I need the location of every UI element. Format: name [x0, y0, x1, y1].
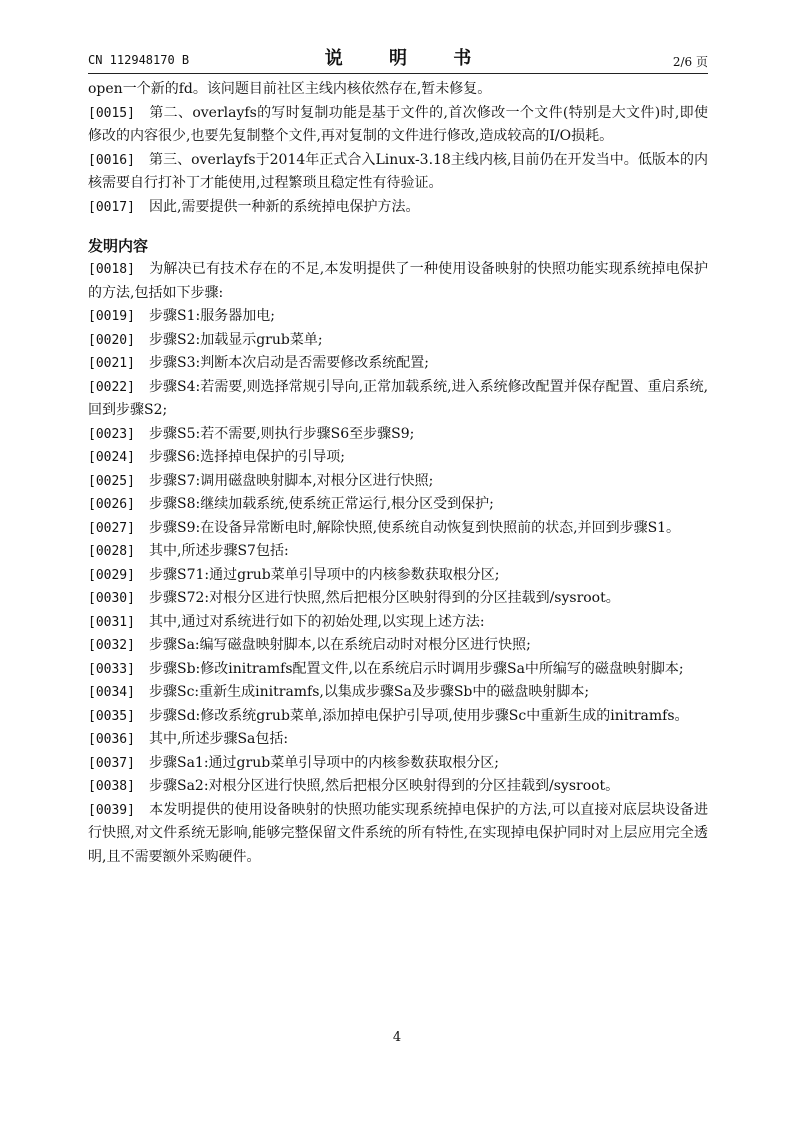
paragraph-number: [0025]: [88, 473, 135, 489]
paragraph: [88, 775, 708, 799]
header-divider: [88, 73, 708, 74]
paragraph-text: 步骤Sa:编写磁盘映射脚本,以在系统启动时对根分区进行快照;: [149, 637, 531, 653]
paragraph: [88, 564, 708, 588]
paragraph-number: [0023]: [88, 426, 135, 442]
paragraph-text: 步骤S71:通过grub菜单引导项中的内核参数获取根分区;: [149, 566, 500, 583]
page-header: [88, 44, 708, 72]
paragraph-text: 其中,通过对系统进行如下的初始处理,以实现上述方法:: [149, 613, 485, 630]
section-heading: 发明内容: [88, 237, 149, 255]
document-title: 说 明 书: [324, 48, 492, 69]
paragraph-text: 步骤Sa1:通过grub菜单引导项中的内核参数获取根分区;: [149, 754, 499, 771]
paragraph-number: [0039]: [88, 802, 135, 818]
paragraph: [88, 705, 708, 729]
paragraph: [88, 376, 708, 423]
paragraph-text: 步骤Sb:修改initramfs配置文件,以在系统启示时调用步骤Sa中所编写的磁盘映射脚本;: [149, 660, 684, 677]
paragraph-text: 步骤S6:选择掉电保护的引导项;: [149, 449, 345, 465]
paragraph-text: 步骤S5:若不需要,则执行步骤S6至步骤S9;: [149, 425, 415, 442]
paragraph-text: 步骤S9:在设备异常断电时,解除快照,使系统自动恢复到快照前的状态,并回到步骤S1。: [149, 519, 681, 536]
paragraph-text: 步骤Sd:修改系统grub菜单,添加掉电保护引导项,使用步骤Sc中重新生成的initramfs。: [149, 707, 689, 724]
paragraph-number: [0031]: [88, 614, 135, 630]
paragraph: [88, 611, 708, 635]
paragraph-number: [0022]: [88, 379, 135, 395]
paragraph: [88, 149, 708, 196]
paragraph-text: 步骤S4:若需要,则选择常规引导向,正常加载系统,进入系统修改配置并保存配置、重启系统,回到步骤S2;: [88, 378, 709, 418]
paragraph: [88, 752, 708, 776]
paragraph-text: 其中,所述步骤Sa包括:: [149, 731, 289, 747]
paragraph-text: 步骤S72:对根分区进行快照,然后把根分区映射得到的分区挂载到/sysroot。: [149, 590, 620, 606]
paragraph: [88, 305, 708, 329]
paragraph-text: 步骤S2:加载显示grub菜单;: [149, 331, 323, 348]
paragraph: [88, 658, 708, 682]
paragraph-number: [0024]: [88, 450, 135, 465]
paragraph-number: [0021]: [88, 356, 135, 371]
paragraph-text: 步骤S7:调用磁盘映射脚本,对根分区进行快照;: [149, 472, 434, 489]
paragraph: [88, 634, 708, 658]
paragraph-text: 因此,需要提供一种新的系统掉电保护方法。: [149, 198, 420, 215]
paragraph-text: 第二、overlayfs的写时复制功能是基于文件的,首次修改一个文件(特别是大文件)时,即使修改的内容很少,也要先复制整个文件,再对复制的文件进行修改,造成较高的I/O损耗。: [88, 104, 708, 144]
paragraph-number: [0032]: [88, 638, 135, 653]
paragraph: [88, 102, 708, 149]
paragraph-number: [0019]: [88, 309, 135, 324]
paragraph-text: 步骤Sc:重新生成initramfs,以集成步骤Sa及步骤Sb中的磁盘映射脚本;: [149, 684, 590, 700]
paragraph: [88, 446, 708, 470]
paragraph-text: 其中,所述步骤S7包括:: [149, 543, 289, 559]
paragraph-number: [0028]: [88, 544, 135, 559]
continuation-text: open一个新的fd。该问题目前社区主线内核依然存在,暂未修复。: [88, 81, 492, 97]
paragraph-number: [0029]: [88, 567, 135, 583]
paragraph: [88, 799, 708, 870]
page-of-total: 2/6 页: [672, 55, 708, 69]
paragraph: [88, 196, 708, 220]
paragraph: [88, 587, 708, 611]
paragraph: [88, 258, 708, 305]
paragraph-number: [0033]: [88, 661, 135, 677]
paragraphs-before: [88, 102, 708, 220]
paragraph: [88, 540, 708, 564]
paragraph-text: 步骤S3:判断本次启动是否需要修改系统配置;: [149, 355, 429, 371]
paragraph-number: [0018]: [88, 262, 135, 277]
paragraph-text: 步骤S1:服务器加电;: [149, 308, 275, 324]
paragraph-number: [0016]: [88, 152, 135, 168]
paragraph-number: [0036]: [88, 732, 135, 747]
paragraph-number: [0037]: [88, 755, 135, 771]
paragraph: [88, 329, 708, 353]
paragraph-text: 步骤S8:继续加载系统,使系统正常运行,根分区受到保护;: [149, 496, 494, 512]
paragraph: [88, 493, 708, 517]
paragraph-number: [0020]: [88, 332, 135, 348]
paragraph-number: [0015]: [88, 105, 135, 121]
paragraph-text: 为解决已有技术存在的不足,本发明提供了一种使用设备映射的快照功能实现系统掉电保护的方法,包括如下步骤:: [88, 261, 708, 301]
paragraph-text: 本发明提供的使用设备映射的快照功能实现系统掉电保护的方法,可以直接对底层块设备进行快照,对文件系统无影响,能够完整保留文件系统的所有特性,在实现掉电保护同时对上层应用完全透明,且不需要额外采购硬件。: [88, 801, 708, 865]
paragraph-number: [0026]: [88, 497, 135, 512]
paragraph-text: 步骤Sa2:对根分区进行快照,然后把根分区映射得到的分区挂载到/sysroot。: [149, 778, 620, 794]
paragraph: [88, 423, 708, 447]
page-number: 4: [392, 1030, 402, 1045]
paragraph-text: 第三、overlayfs于2014年正式合入Linux-3.18主线内核,目前仍在开发当中。低版本的内核需要自行打补丁才能使用,过程繁琐且稳定性有待验证。: [88, 151, 708, 191]
paragraphs-after: [88, 258, 708, 869]
publication-number: CN 112948170 B: [88, 53, 190, 67]
paragraph-number: [0035]: [88, 708, 135, 724]
paragraph-number: [0017]: [88, 199, 135, 215]
paragraph-number: [0027]: [88, 520, 135, 536]
paragraph: [88, 352, 708, 376]
paragraph: [88, 728, 708, 752]
paragraph: [88, 517, 708, 541]
paragraph-number: [0034]: [88, 685, 135, 700]
paragraph: [88, 681, 708, 705]
paragraph: [88, 470, 708, 494]
paragraph-number: [0038]: [88, 779, 135, 794]
paragraph-number: [0030]: [88, 591, 135, 606]
document-body: [88, 78, 708, 869]
